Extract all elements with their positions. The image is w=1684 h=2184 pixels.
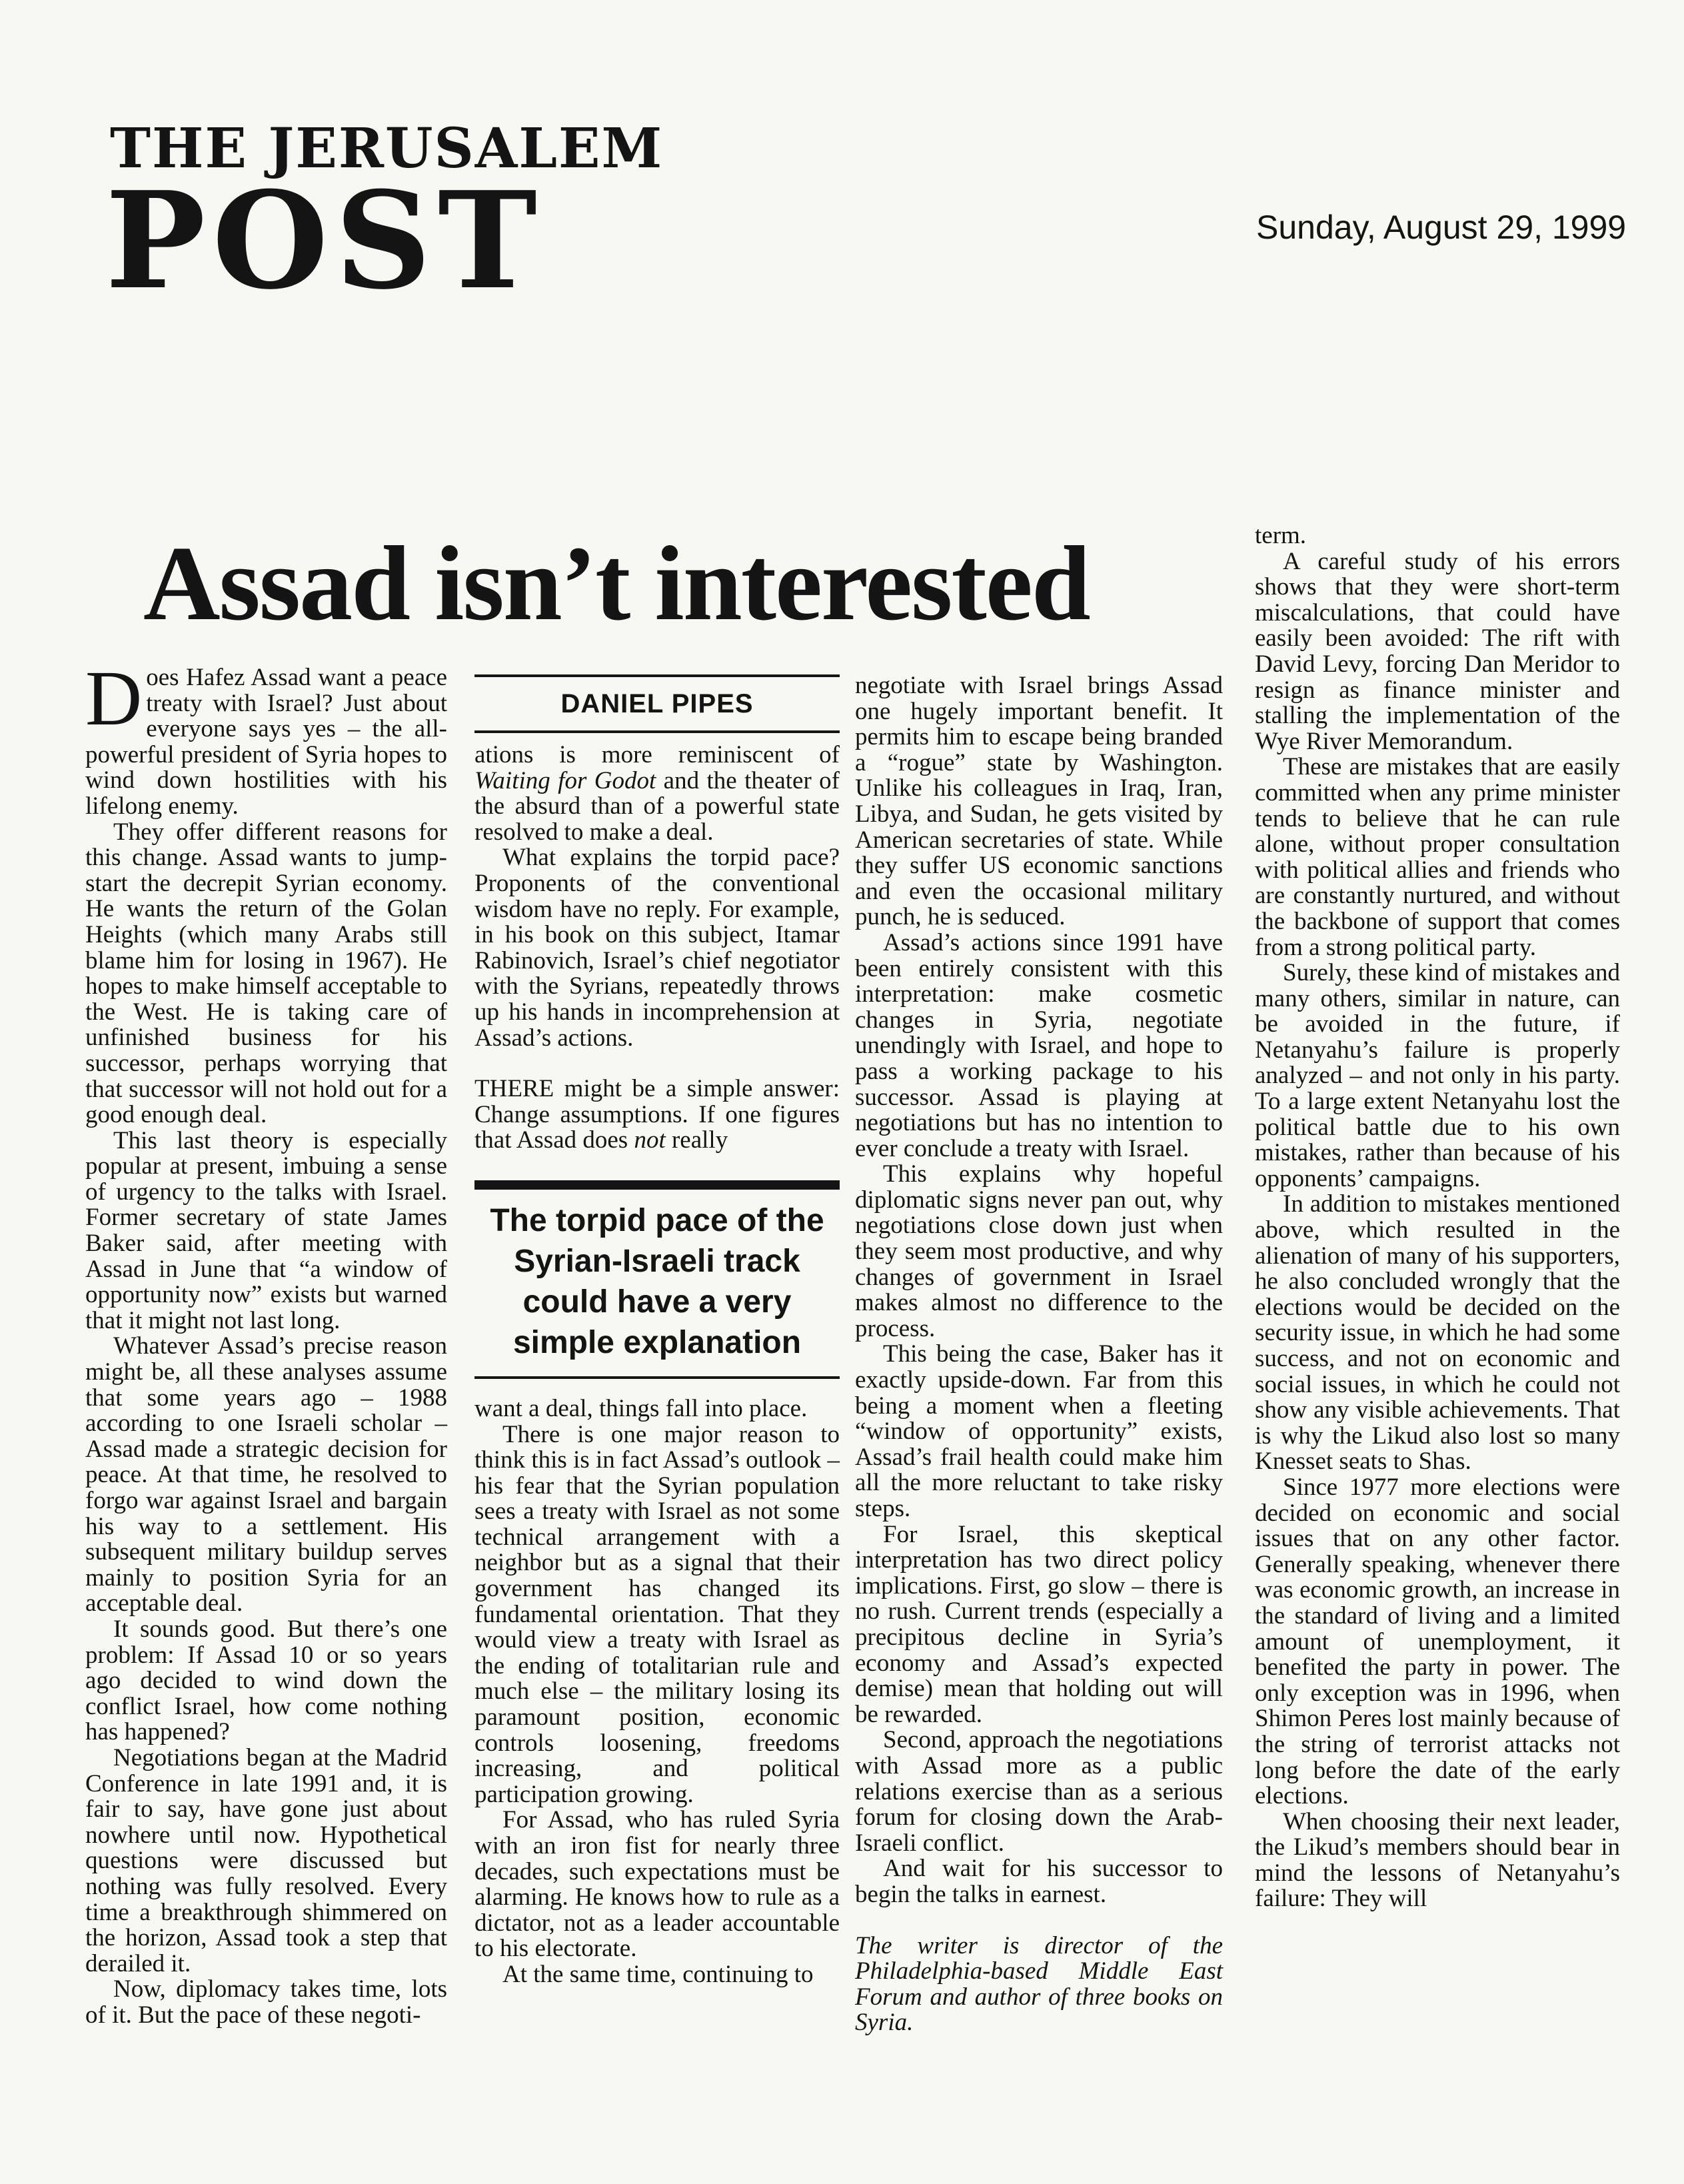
paragraph: Whatever Assad’s precise reason might be, all these analyses assume that some years ago – 1988 according to one Israeli scholar – Assad made a strategic decision for peace. At that time, he resolved to forgo war against Israel and bargain his way to a settlement. His subsequent military buildup serves mainly to position Syria for an acceptable deal.	[85, 1332, 447, 1618]
paragraph: Now, diplomacy takes time, lots of it. But the pace of these negoti-	[85, 1975, 447, 2029]
paragraph: For Assad, who has ruled Syria with an iron fist for nearly three decades, such expectations must be alarming. He knows how to rule as a dictator, not as a leader accountable to his electorate.	[474, 1806, 840, 1963]
article-column-3	[855, 673, 1223, 2036]
publication-date: Sunday, August 29, 1999	[1256, 209, 1627, 246]
pull-quote-rule	[474, 1376, 840, 1379]
paragraph: want a deal, things fall into place.	[474, 1394, 808, 1422]
paragraph: And wait for his successor to begin the talks in earnest.	[855, 1855, 1223, 1908]
paragraph: This explains why hopeful diplomatic signs never pan out, why negotiations close down just when they seem most productive, and why changes of government in Israel makes almost no difference to the process.	[855, 1160, 1223, 1342]
article-column-2	[474, 674, 840, 1988]
paragraph: In addition to mistakes mentioned above, which resulted in the alienation of many of his supporters, he also concluded wrongly that the elections would be decided on the security issue, in which he had some success, and not on economic and social issues, in which he could not show any visible achievements. That is why the Likud also lost so many Knesset seats to Shas.	[1255, 1190, 1620, 1476]
paragraph: Negotiations began at the Madrid Conference in late 1991 and, it is fair to say, have gone just about nowhere until now. Hypothetical questions were discussed but nothing was fully resolved. Every time a breakthrough shimmered on the horizon, Assad took a step that derailed it.	[85, 1743, 447, 1977]
book-title: Waiting for Godot	[474, 766, 656, 794]
paragraph: What explains the torpid pace? Proponents of the conventional wisdom have no reply. For example, in his book on this subject, Itamar Rabinovich, Israel’s chief negotiator with the Syrians, repeatedly throws up his hands in incomprehension at Assad’s actions.	[474, 844, 840, 1052]
drop-cap: D	[85, 654, 143, 742]
paragraph: When choosing their next leader, the Likud’s members should bear in mind the lessons of Netanyahu’s failure: They will	[1255, 1807, 1620, 1913]
byline-rule-bottom	[474, 730, 840, 733]
paragraph: At the same time, continuing to	[502, 1960, 814, 1988]
emphasis: not	[634, 1126, 666, 1154]
sidebar-article-column	[1255, 523, 1620, 1912]
paragraph: Surely, these kind of mistakes and many others, similar in nature, can be avoided in the future, if Netanyahu’s failure is properly analyzed – and not only in his party. To a large extent Netanyahu lost the political battle due to his own mistakes, rather than because of his opponents’ campaigns.	[1255, 959, 1620, 1192]
article-headline: Assad isn’t interested	[143, 524, 1090, 642]
paragraph: Second, approach the negotiations with Assad more as a public relations exercise than as a serious forum for closing down the Arab-Israeli conflict.	[855, 1726, 1223, 1857]
paragraph: There is one major reason to think this is in fact Assad’s outlook – his fear that the Syrian population sees a treaty with Israel as not some technical arrangement with a neighbor but as a signal that their government has changed its fundamental orientation. That they would view a treaty with Israel as the ending of totalitarian rule and much else – the military losing its paramount position, economic controls loosening, freedoms increasing, and political participation growing.	[474, 1420, 840, 1808]
author-tagline: The writer is director of the Philadelphia-based Middle East Forum and author of three books on Syria.	[855, 1931, 1223, 2037]
byline: DANIEL PIPES	[560, 689, 754, 718]
article-column-1	[85, 654, 447, 2029]
paragraph: This last theory is especially popular at present, imbuing a sense of urgency to the talks with Israel. Former secretary of state James Baker said, after meeting with Assad in June that “a window of opportunity now” exists but warned that it might not last long.	[85, 1126, 447, 1334]
paragraph: negotiate with Israel brings Assad one hugely important benefit. It permits him to escape being branded a “rogue” state by Washington. Unlike his colleagues in Iraq, Iran, Libya, and Sudan, he gets visited by American secretaries of state. While they suffer US economic sanctions and even the occasional military punch, he is seduced.	[855, 672, 1223, 931]
paragraph: term.	[1255, 522, 1307, 549]
paragraph: Assad’s actions since 1991 have been entirely consistent with this interpretation: make cosmetic changes in Syria, negotiate unendingly with Israel, and hope to pass a working package to his successor. Assad is playing at negotiations but has no intention to ever conclude a treaty with Israel.	[855, 928, 1223, 1162]
paragraph: It sounds good. But there’s one problem: If Assad 10 or so years ago decided to wind down the conflict Israel, how come nothing has happened?	[85, 1615, 447, 1746]
paragraph: This being the case, Baker has it exactly upside-down. Far from this being a moment when a fleeting “window of opportunity” exists, Assad’s frail health could make him all the more reluctant to take risky steps.	[855, 1340, 1223, 1522]
pull-quote	[474, 1180, 840, 1379]
byline-box	[474, 674, 840, 733]
pull-quote-text: The torpid pace of the Syrian-Israeli track could have a very simple explanation	[490, 1202, 824, 1360]
paragraph: A careful study of his errors shows that they were short-term miscalculations, that could have easily been avoided: The rift with David Levy, forcing Dan Meridor to resign as finance minister and stalling the implementation of the Wye River Memorandum.	[1255, 547, 1620, 755]
paragraph: These are mistakes that are easily committed when any prime minister tends to believe that he can rule alone, without proper consultation with political allies and friends who are constantly nurtured, and without the backbone of support that comes from a strong political party.	[1255, 753, 1620, 961]
paragraph: oes Hafez Assad want a peace treaty with Israel? Just about everyone says yes – the all-powerful president of Syria hopes to wind down hostilities with his lifelong enemy.	[85, 664, 447, 820]
paragraph: ations is more reminiscent of Waiting for Godot and the theater of the absurd than of a powerful state resolved to make a deal.	[474, 741, 840, 846]
pull-quote-bar	[474, 1180, 840, 1190]
paragraph: Since 1977 more elections were decided on economic and social issues that on any other factor. Generally speaking, whenever there was economic growth, an increase in the standard of living and a limited amount of unemployment, it benefited the party in power. The only exception was in 1996, when Shimon Peres lost mainly because of the string of terrorist attacks not long before the date of the early elections.	[1255, 1473, 1620, 1810]
masthead-logo: POST	[105, 163, 544, 319]
paragraph: They offer different reasons for this change. Assad wants to jump-start the decrepit Syrian economy. He wants the return of the Golan Heights (which many Arabs still blame him for losing in 1967). He hopes to make himself acceptable to the West. He is taking care of unfinished business for his successor, perhaps worrying that that successor will not hold out for a good enough deal.	[85, 818, 447, 1129]
paragraph: THERE might be a simple answer: Change assumptions. If one figures that Assad does not really	[474, 1075, 840, 1154]
masthead-top-line: THE JERUSALEM	[110, 117, 664, 181]
paragraph: For Israel, this skeptical interpretation has two direct policy implications. First, go slow – there is no rush. Current trends (especially a precipitous decline in Syria’s economy and Assad’s expected demise) mean that holding out will be rewarded.	[855, 1520, 1223, 1728]
